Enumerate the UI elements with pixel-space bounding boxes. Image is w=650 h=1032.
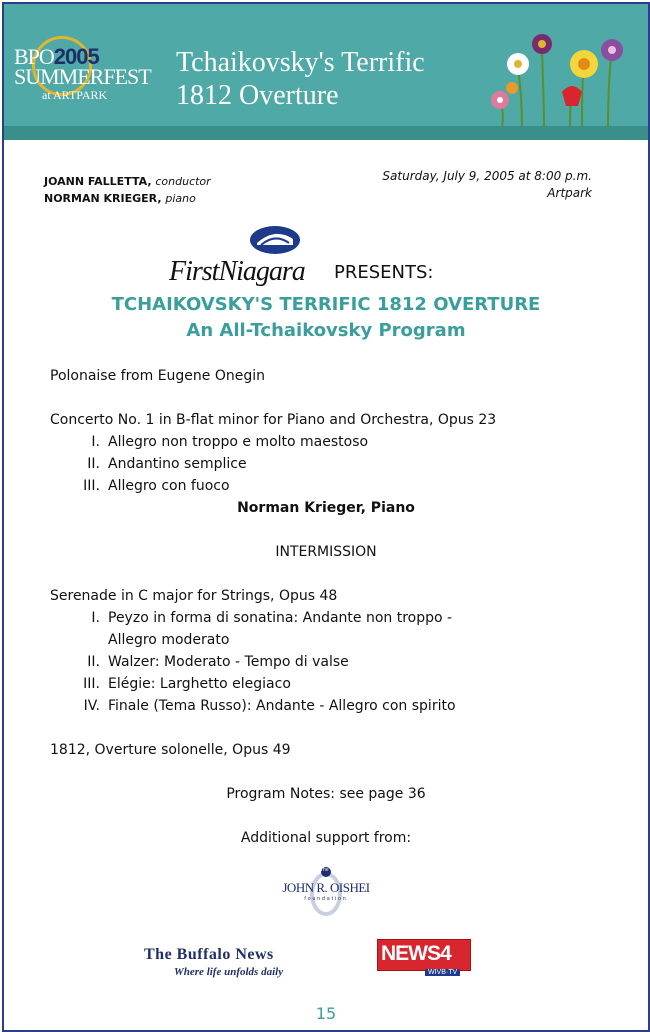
program-notes: Program Notes: see page 36: [226, 786, 426, 802]
banner-strip: [4, 126, 648, 140]
serenade-movement-continued: Allegro moderato: [108, 632, 230, 648]
flowers-icon: [482, 32, 642, 128]
program-subtitle: An All-Tchaikovsky Program: [186, 320, 466, 341]
pianist-name: NORMAN KRIEGER,: [44, 192, 162, 205]
news4-text: NEWS4: [381, 942, 451, 965]
conductor-role: conductor: [155, 175, 211, 188]
oishei-the: The: [320, 867, 329, 873]
event-info: [382, 168, 592, 202]
banner-title-line2: 1812 Overture: [176, 80, 339, 111]
performers: [44, 173, 211, 207]
header-banner: [4, 4, 648, 126]
first-niagara-wordmark: FirstNiagara: [169, 256, 305, 287]
serenade-movement: III. Elégie: Larghetto elegiaco: [83, 676, 291, 692]
work-polonaise: Polonaise from Eugene Onegin: [50, 368, 266, 384]
work-overture: 1812, Overture solonelle, Opus 49: [50, 742, 291, 758]
summerfest-logo: [14, 44, 151, 104]
banner-title-line1: Tchaikovsky's Terrific: [176, 47, 425, 78]
concerto-movement: III. Allegro con fuoco: [83, 478, 230, 494]
concerto-movement: II. Andantino semplice: [87, 456, 247, 472]
oishei-sub: foundation: [304, 896, 348, 902]
program-title: TCHAIKOVSKY'S TERRIFIC 1812 OVERTURE: [111, 294, 541, 315]
news4-logo: [377, 939, 469, 977]
serenade-movement: II. Walzer: Moderato - Tempo di valse: [87, 654, 349, 670]
serenade-movement: I. Peyzo in forma di sonatina: Andante non troppo -: [91, 610, 453, 626]
concerto-soloist: Norman Krieger, Piano: [237, 500, 415, 516]
oishei-name: JOHN R. OISHEI: [282, 880, 370, 895]
pianist-role: piano: [165, 192, 196, 205]
support-label: Additional support from:: [240, 830, 412, 846]
event-venue: Artpark: [547, 186, 592, 200]
concerto-movement: I. Allegro non troppo e molto maestoso: [91, 434, 369, 450]
logo-artpark: at ARTPARK: [42, 88, 108, 102]
logo-summerfest: SUMMERFEST: [14, 64, 151, 89]
oishei-foundation-logo: [276, 866, 376, 916]
event-datetime: Saturday, July 9, 2005 at 8:00 p.m.: [382, 169, 592, 183]
presents-label: PRESENTS:: [334, 262, 434, 283]
serenade-movement: IV. Finale (Tema Russo): Andante - Allegro con spirito: [83, 698, 456, 714]
work-concerto-title: Concerto No. 1 in B-flat minor for Piano and Orchestra, Opus 23: [50, 412, 497, 428]
buffalo-news-logo: [144, 946, 314, 978]
banner-title: [176, 46, 425, 112]
buffalo-news-tagline: Where life unfolds daily: [174, 966, 284, 978]
logo-bpo: BPO: [14, 44, 54, 69]
first-niagara-emblem-icon: [249, 225, 301, 255]
wivb-text: WIVB·TV: [425, 969, 460, 976]
program-page: [2, 2, 650, 1032]
logo-year: 2005: [53, 44, 99, 69]
intermission-label: INTERMISSION: [275, 544, 377, 560]
page-number: 15: [315, 1004, 337, 1023]
buffalo-news-name: The Buffalo News: [144, 946, 274, 963]
work-serenade-title: Serenade in C major for Strings, Opus 48: [50, 588, 338, 604]
conductor-name: JOANN FALLETTA,: [44, 175, 152, 188]
